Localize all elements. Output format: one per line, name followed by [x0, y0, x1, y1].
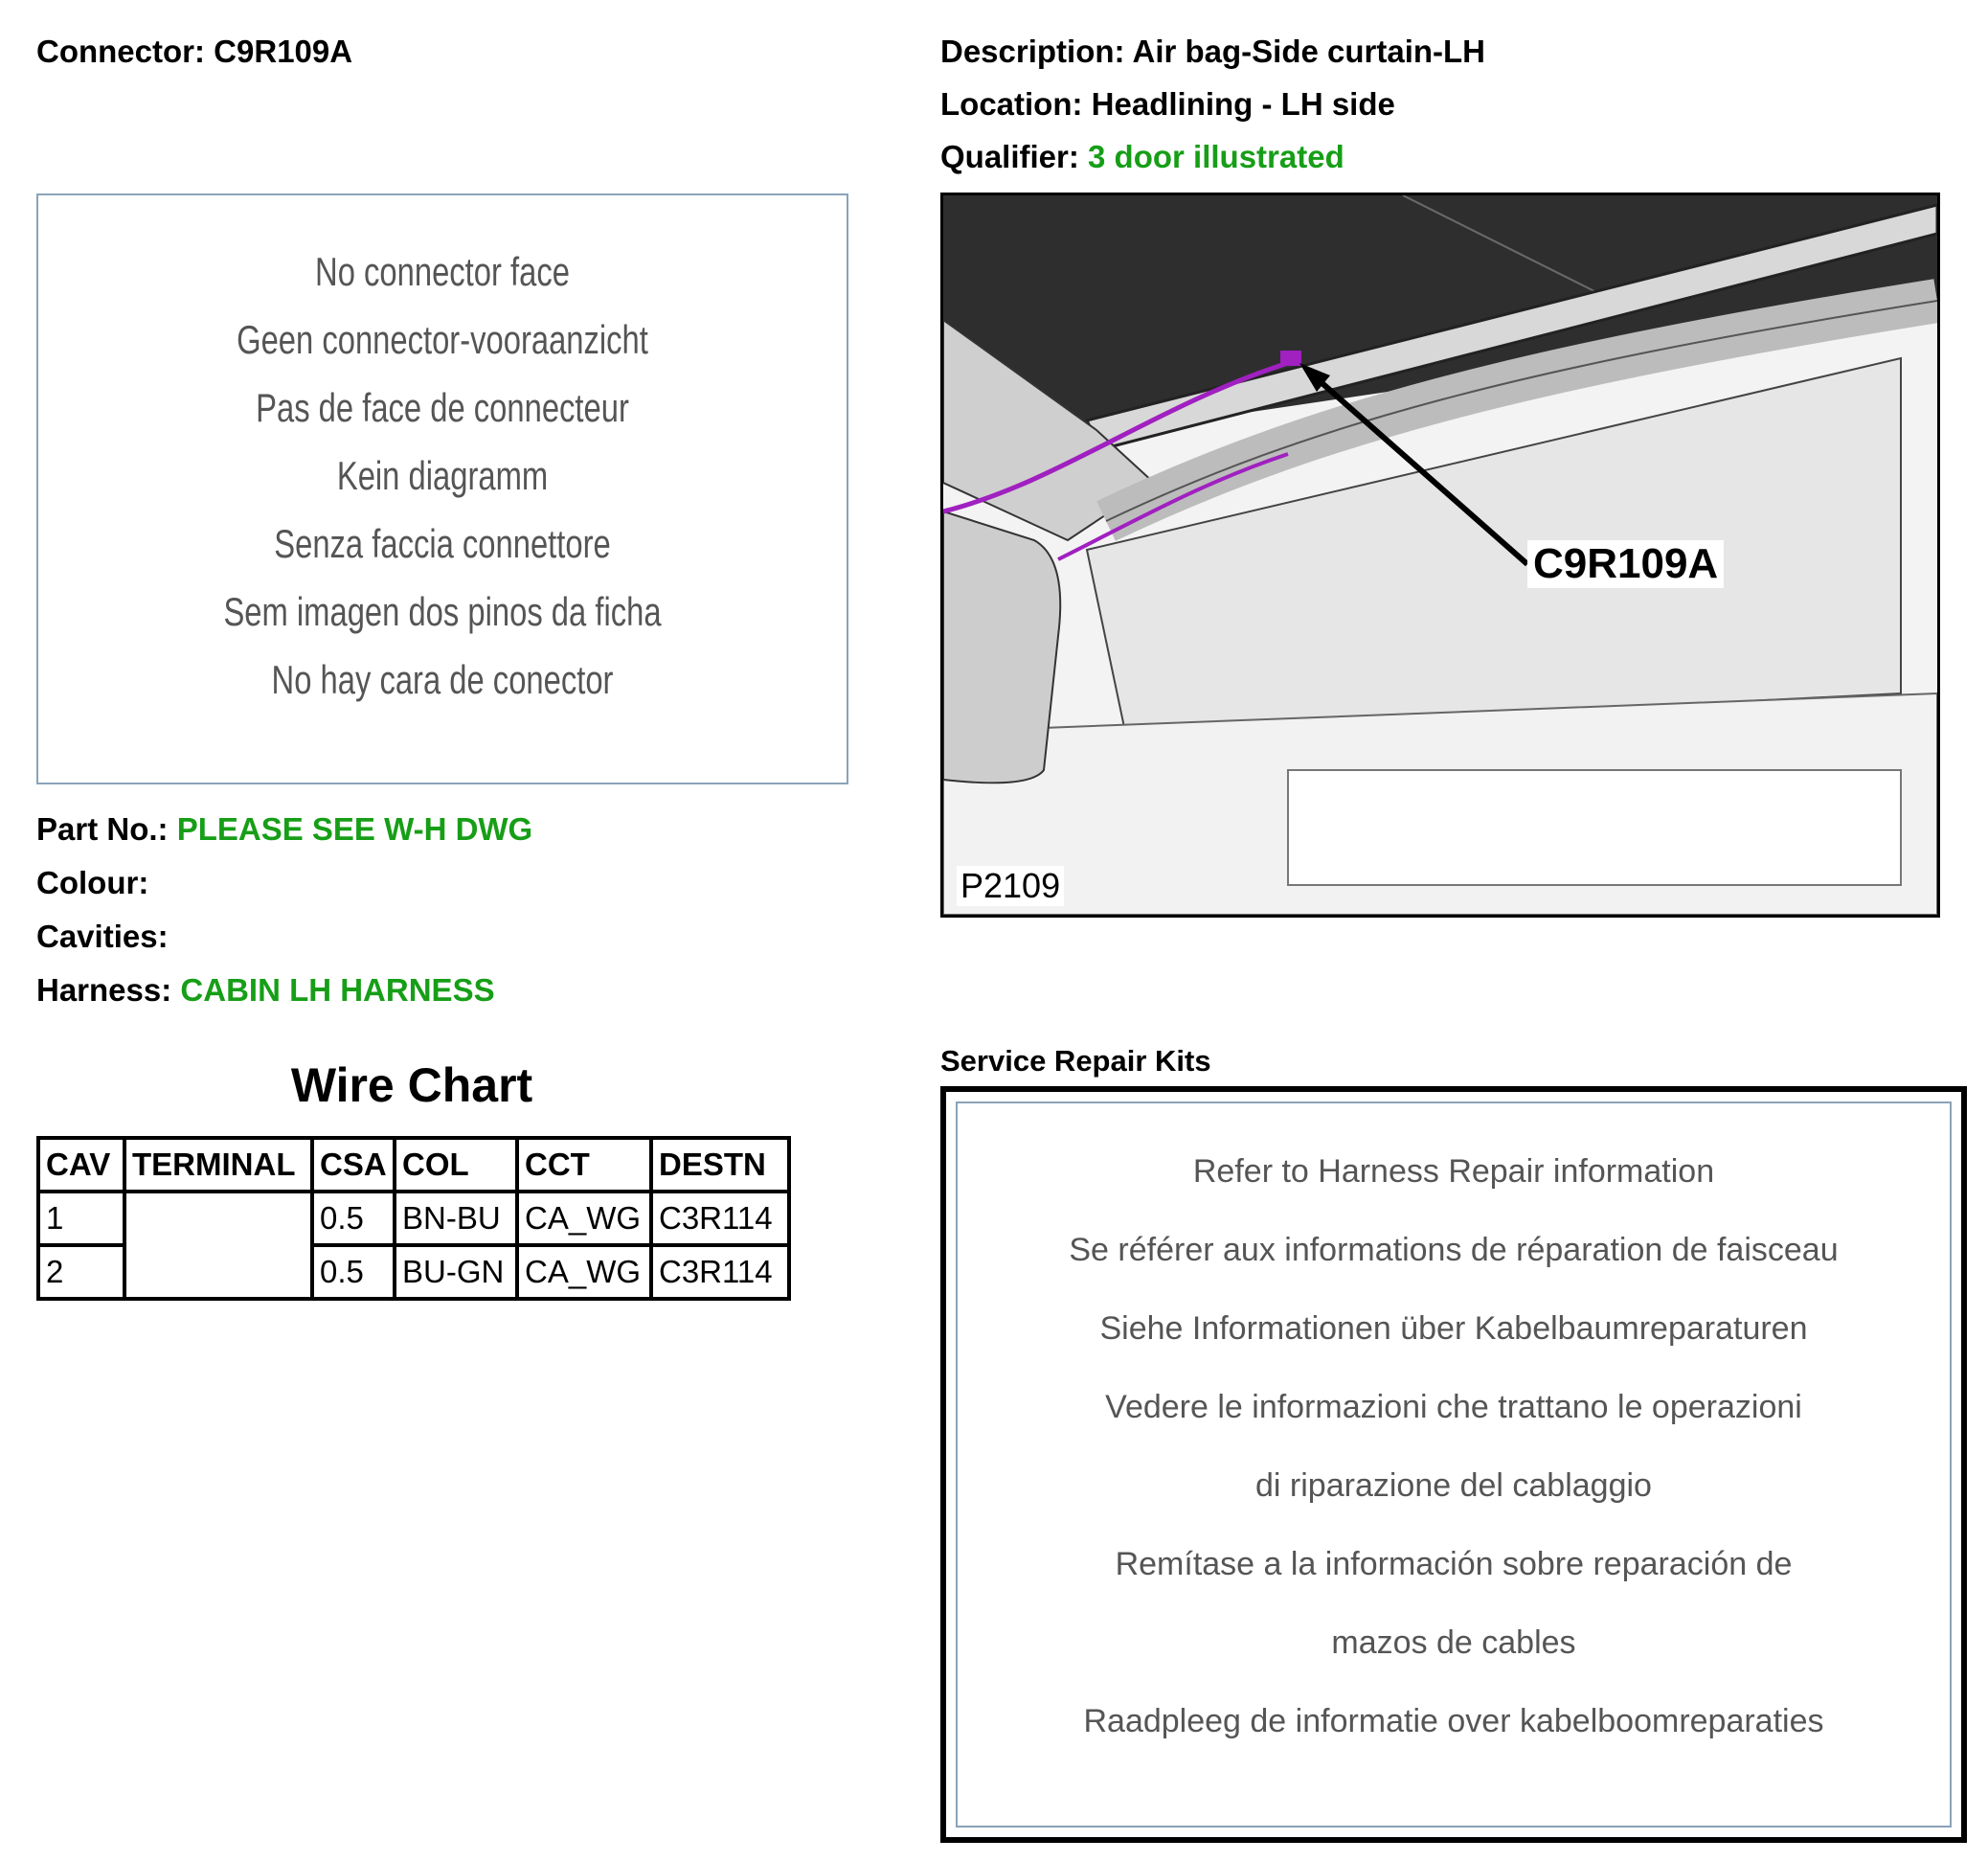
cavities-label: Cavities: [36, 919, 169, 954]
repair-kit-line: mazos de cables [1331, 1624, 1576, 1661]
cell-destn: C3R114 [651, 1245, 789, 1299]
connector-field [36, 33, 352, 71]
cavities-field [36, 918, 169, 956]
cell-cct: CA_WG [517, 1245, 651, 1299]
service-repair-kits-box [940, 1086, 1967, 1843]
no-connector-face-box [36, 193, 848, 784]
header-cav: CAV [38, 1138, 124, 1192]
harness-label: Harness: [36, 972, 172, 1008]
cell-cav: 2 [38, 1245, 124, 1299]
cell-csa: 0.5 [312, 1192, 395, 1245]
header-cct: CCT [517, 1138, 651, 1192]
connector-label: Connector: [36, 34, 205, 69]
connector-marker [1280, 351, 1301, 366]
no-face-line: Senza faccia connettore [274, 521, 611, 566]
part-no-label: Part No.: [36, 811, 169, 847]
repair-kit-line: Remítase a la información sobre reparación de [1115, 1546, 1793, 1582]
qualifier-value: 3 door illustrated [1088, 139, 1344, 174]
illustration-callout-label: C9R109A [1527, 540, 1724, 588]
trim-panel [1288, 770, 1901, 885]
location-label: Location: [940, 86, 1083, 122]
seat-headrest [943, 511, 1060, 783]
table-row [38, 1192, 789, 1245]
service-repair-kits-heading: Service Repair Kits [940, 1044, 1211, 1078]
qualifier-field [940, 138, 1344, 176]
illustration-reference: P2109 [957, 866, 1064, 906]
no-face-line: Sem imagen dos pinos da ficha [223, 589, 662, 634]
wire-chart-title: Wire Chart [290, 1058, 533, 1112]
repair-kit-line: Se référer aux informations de réparation de faisceau [1069, 1232, 1839, 1268]
description-field [940, 33, 1485, 71]
cell-destn: C3R114 [651, 1192, 789, 1245]
part-no-value: PLEASE SEE W-H DWG [176, 811, 533, 847]
cell-col: BN-BU [395, 1192, 517, 1245]
no-face-line: Kein diagramm [336, 453, 549, 498]
harness-field [36, 971, 495, 1010]
repair-kit-line: Vedere le informazioni che trattano le operazioni [1105, 1389, 1802, 1425]
description-label: Description: [940, 34, 1125, 69]
location-value: Headlining - LH side [1091, 86, 1395, 122]
repair-kit-line: Siehe Informationen über Kabelbaumreparaturen [1099, 1310, 1808, 1347]
qualifier-label: Qualifier: [940, 139, 1079, 174]
cell-cav: 1 [38, 1192, 124, 1245]
harness-value: CABIN LH HARNESS [180, 972, 495, 1008]
cell-csa: 0.5 [312, 1245, 395, 1299]
colour-field [36, 864, 148, 902]
wire-chart-header-row [38, 1138, 789, 1192]
location-field [940, 85, 1395, 124]
illustration-drawing [943, 195, 1937, 915]
no-face-line: No hay cara de conector [271, 657, 614, 702]
header-csa: CSA [312, 1138, 395, 1192]
cell-col: BU-GN [395, 1245, 517, 1299]
cell-terminal [124, 1192, 312, 1299]
description-value: Air bag-Side curtain-LH [1132, 34, 1486, 69]
part-no-field [36, 810, 532, 849]
colour-label: Colour: [36, 865, 149, 900]
repair-kit-line: Refer to Harness Repair information [1192, 1153, 1715, 1190]
header-destn: DESTN [651, 1138, 789, 1192]
connector-location-illustration [940, 193, 1940, 918]
repair-kit-line: Raadpleeg de informatie over kabelboomreparaties [1083, 1703, 1824, 1739]
connector-value: C9R109A [214, 34, 353, 69]
wire-chart-table [36, 1136, 791, 1301]
no-face-line: Geen connector-vooraanzicht [237, 317, 648, 362]
no-face-line: Pas de face de connecteur [256, 385, 629, 430]
repair-kit-line: di riparazione del cablaggio [1255, 1467, 1652, 1504]
header-terminal: TERMINAL [124, 1138, 312, 1192]
no-face-line: No connector face [315, 249, 570, 294]
cell-cct: CA_WG [517, 1192, 651, 1245]
service-repair-kits-inner [956, 1101, 1952, 1828]
header-col: COL [395, 1138, 517, 1192]
